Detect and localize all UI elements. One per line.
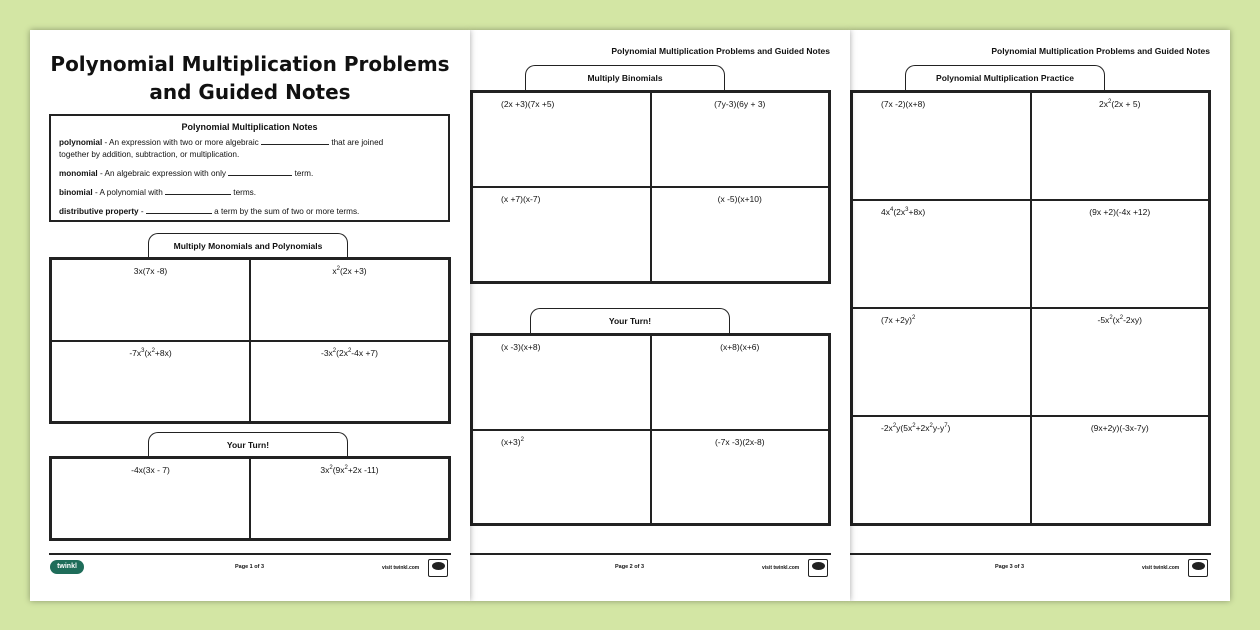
worksheet-title: Polynomial Multiplication Problems and Guided Notes — [50, 52, 450, 104]
problem-grid-binomials — [470, 90, 831, 284]
problem-grid-your-turn — [470, 333, 831, 526]
worksheet-page-3 — [850, 30, 1230, 601]
polynomial-definition-cont: together by addition, subtraction, or multiplication. — [59, 150, 240, 159]
problem-cell: (7x -2)(x+8) — [852, 92, 1031, 200]
problem-cell: $x^2(2x +3)$ — [250, 259, 449, 341]
page-number: Page 2 of 3 — [615, 564, 645, 570]
section-tab-monomials: Multiply Monomials and Polynomials — [148, 233, 348, 258]
notes-box — [49, 114, 450, 222]
visit-twinkl-text: visit twinkl.com — [1142, 565, 1180, 571]
running-title: Polynomial Multiplication Problems and Guided Notes — [611, 46, 830, 56]
section-tab-your-turn: Your Turn! — [530, 308, 730, 333]
monomial-definition: monomial - An algebraic expression with only term. — [59, 169, 314, 178]
problem-cell: (x -5)(x+10) — [651, 187, 830, 282]
problem-cell: (9x +2)(-4x +12) — [1031, 200, 1210, 308]
visit-twinkl-text: visit twinkl.com — [762, 565, 800, 571]
blank-line — [261, 137, 329, 145]
problem-cell: (9x+2y)(-3x-7y) — [1031, 416, 1210, 524]
problem-cell: (x -3)(x+8) — [472, 335, 651, 430]
footer-divider — [49, 553, 451, 555]
problem-cell: $(7x +2y)^2$ — [852, 308, 1031, 416]
problem-cell: $2x^2(2x + 5)$ — [1031, 92, 1210, 200]
blank-line — [146, 206, 212, 214]
quality-badge-icon — [1188, 559, 1208, 577]
problem-grid-your-turn — [49, 456, 451, 541]
problem-cell: $(x+3)^2$ — [472, 430, 651, 525]
binomial-definition: binomial - A polynomial with terms. — [59, 188, 257, 197]
problem-cell: 3x(7x -8) — [51, 259, 250, 341]
worksheet-page-2 — [470, 30, 850, 601]
twinkl-logo: twinkl — [50, 560, 84, 574]
problem-cell: $-2x^2y(5x^2+2x^2y-y^7)$ — [852, 416, 1031, 524]
section-tab-your-turn: Your Turn! — [148, 432, 348, 457]
problem-cell: $-5x^2(x^2-2xy)$ — [1031, 308, 1210, 416]
problem-cell: $3x^2(9x^2+2x$ -11) — [250, 458, 449, 539]
footer-divider — [850, 553, 1211, 555]
running-title: Polynomial Multiplication Problems and Guided Notes — [991, 46, 1210, 56]
problem-cell: -4x(3x - 7) — [51, 458, 250, 539]
page-number: Page 3 of 3 — [995, 564, 1025, 570]
problem-cell: (2x +3)(7x +5) — [472, 92, 651, 187]
distributive-definition: distributive property - a term by the sum of two or more terms. — [59, 207, 360, 216]
quality-badge-icon — [808, 559, 828, 577]
problem-grid-practice — [850, 90, 1211, 526]
problem-cell: $4x^4(2x^3+8x)$ — [852, 200, 1031, 308]
footer-divider — [470, 553, 831, 555]
problem-cell: (7y-3)(6y + 3) — [651, 92, 830, 187]
section-tab-binomials: Multiply Binomials — [525, 65, 725, 90]
section-tab-practice: Polynomial Multiplication Practice — [905, 65, 1105, 90]
visit-twinkl-text: visit twinkl.com — [382, 565, 420, 571]
problem-cell: (x +7)(x-7) — [472, 187, 651, 282]
polynomial-definition: polynomial - An expression with two or more algebraic that are joined — [59, 138, 384, 147]
problem-grid-monomials — [49, 257, 451, 424]
notes-heading: Polynomial Multiplication Notes — [181, 122, 318, 132]
blank-line — [165, 187, 231, 195]
problem-cell: (x+8)(x+6) — [651, 335, 830, 430]
quality-badge-icon — [428, 559, 448, 577]
page-number: Page 1 of 3 — [235, 564, 265, 570]
problem-cell: (-7x -3)(2x-8) — [651, 430, 830, 525]
blank-line — [228, 168, 292, 176]
problem-cell: $-3x^2(2x^2-4x +7)$ — [250, 341, 449, 423]
worksheet-page-1 — [30, 30, 470, 601]
problem-cell: $-7x^3(x^2+8x)$ — [51, 341, 250, 423]
